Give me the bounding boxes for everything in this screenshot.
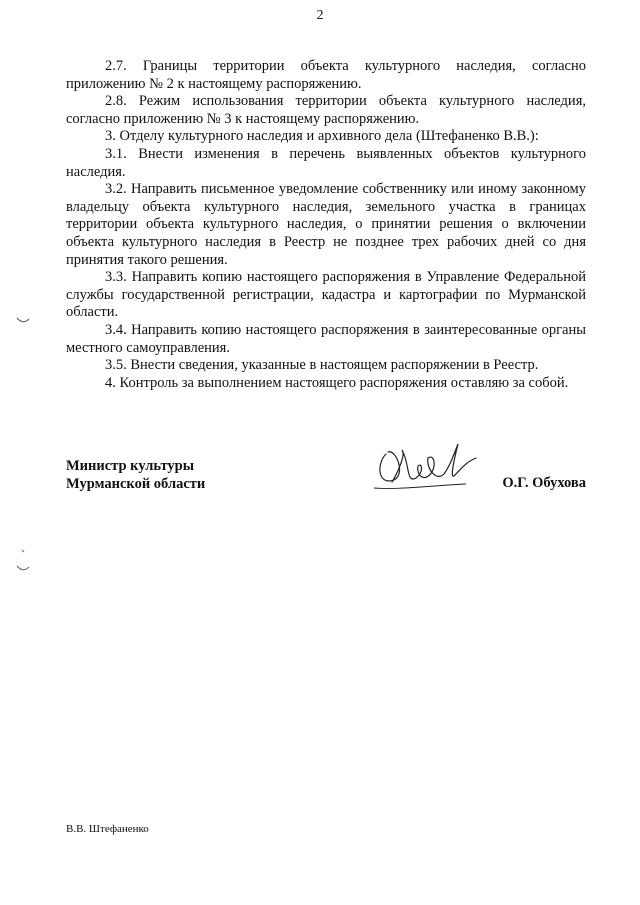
signatory-title-line2: Мурманской области: [66, 475, 206, 492]
paragraph-2-7: 2.7. Границы территории объекта культурного наследия, согласно приложению № 2 к настоящему распоряжению.: [66, 58, 586, 92]
signatory-title-line1: Министр культуры: [66, 458, 195, 474]
signatory-title: [66, 458, 205, 493]
paragraph-3-1: 3.1. Внести изменения в перечень выявленных объектов культурного наследия.: [66, 145, 586, 180]
page-number: 2: [316, 8, 324, 23]
scan-mark: [16, 316, 30, 326]
paragraph-3: 3. Отделу культурного наследия и архивного дела (Штефаненко В.В.):: [105, 128, 539, 145]
signatory-name: О.Г. Обухова: [502, 475, 586, 491]
paragraph-3-4: 3.4. Направить копию настоящего распоряжения в заинтересованные органы местного самоуправления.: [66, 321, 586, 356]
scan-mark: [16, 548, 30, 574]
signature-block: [66, 458, 586, 518]
paragraph-3-2: 3.2. Направить письменное уведомление собственнику или иному законному владельцу объекта культурного наследия, земельного участка в границах территории объекта культурного наследия, о принятии решения о включении объекта культурного наследия в Реестр не позднее трех рабочих дней со дня принятия такого решения.: [66, 181, 586, 268]
paragraph-3-5: 3.5. Внести сведения, указанные в настоящем распоряжении в Реестр.: [105, 357, 539, 374]
document-body: [66, 58, 586, 392]
paragraph-2-8: 2.8. Режим использования территории объекта культурного наследия, согласно приложению № 3 к настоящему распоряжению.: [66, 93, 586, 127]
paragraph-3-3: 3.3. Направить копию настоящего распоряжения в Управление Федеральной службы государственной регистрации, кадастра и картографии по Мурманской области.: [66, 269, 586, 321]
paragraph-4: 4. Контроль за выполнением настоящего распоряжения оставляю за собой.: [105, 374, 569, 391]
handwritten-signature: [366, 424, 486, 504]
executor-name: В.В. Штефаненко: [66, 823, 149, 835]
